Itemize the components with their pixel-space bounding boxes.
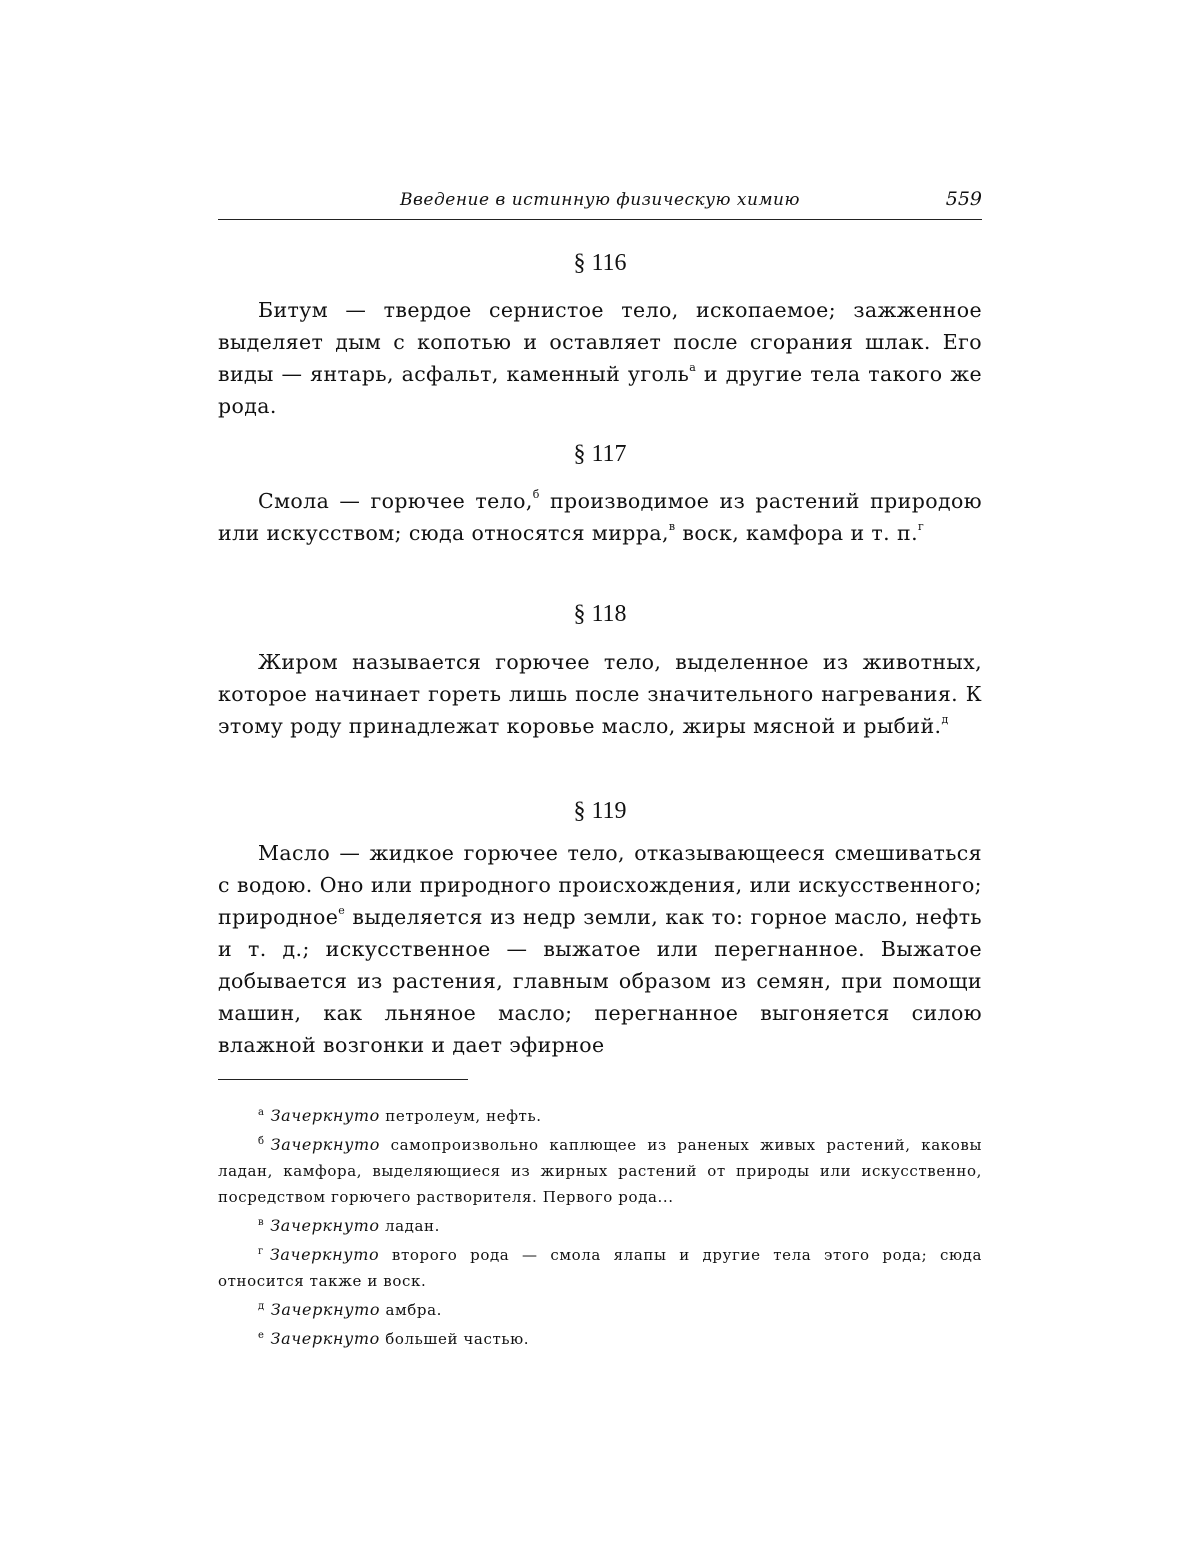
footnote-mark: д xyxy=(258,1301,265,1312)
page-number: 559 xyxy=(945,188,982,210)
footnotes xyxy=(218,1100,982,1352)
footnote-ref-d: д xyxy=(941,713,949,726)
section-heading-116: § 116 xyxy=(573,250,627,276)
footnote-text: второго рода — смола ялапы и другие тела этого рода; сюда относится также и воск. xyxy=(218,1246,982,1290)
paragraph-119 xyxy=(218,837,982,1061)
footnote-ref-g: г xyxy=(918,520,925,533)
footnote-mark: г xyxy=(258,1246,264,1257)
footnote-text: ладан. xyxy=(379,1217,440,1235)
footnote-ref-a: а xyxy=(689,361,697,374)
paragraph-116-text: Битум — твердое сернистое тело, ископаемое; зажженное выделяет дым с копотью и оставляет после сгорания шлак. Его виды — янтарь, асфальт, каменный уголь xyxy=(218,298,982,386)
footnote-d xyxy=(218,1294,982,1323)
paragraph-118-text: Жиром называется горючее тело, выделенное из животных, которое начинает гореть лишь после значительного нагревания. К этому роду принадлежат коровье масло, жиры мясной и рыбий. xyxy=(218,650,982,738)
paragraph-117-text: Смола — горючее тело, xyxy=(258,489,533,513)
paragraph-119-text: Масло — жидкое горючее тело, отказывающееся смешиваться с водою. Оно или природного происхождения, или искусственного; природное xyxy=(218,841,982,929)
footnote-e xyxy=(218,1323,982,1352)
footnote-mark: а xyxy=(258,1107,265,1118)
footnote-text: амбра. xyxy=(380,1301,443,1319)
footnote-mark: е xyxy=(258,1330,265,1341)
footnote-a xyxy=(218,1100,982,1129)
section-heading-119: § 119 xyxy=(573,798,627,824)
paragraph-119-text-end: выделяется из недр земли, как то: горное масло, нефть и т. д.; искусственное — выжатое или перегнанное. Выжатое добывается из растения, главным образом из семян, при помощи машин, как льняное масло; перегнанное выгоняется силою влажной возгонки и дает эфирное xyxy=(218,905,982,1057)
footnote-label: Зачеркнуто xyxy=(270,1216,380,1235)
footnote-text: самопроизвольно каплющее из раненых живых растений, каковы ладан, камфора, выделяющиеся из жирных растений от природы или искусственно, посредством горючего растворителя. Первого рода... xyxy=(218,1136,982,1206)
section-heading-118: § 118 xyxy=(573,601,627,627)
paragraph-116 xyxy=(218,294,982,422)
footnote-mark: б xyxy=(258,1136,265,1147)
section-heading-117: § 117 xyxy=(573,441,627,467)
footnote-text: петролеум, нефть. xyxy=(379,1107,542,1125)
paragraph-118 xyxy=(218,646,982,742)
footnote-rule xyxy=(218,1079,468,1080)
running-head xyxy=(218,188,982,218)
footnote-text: большей частью. xyxy=(379,1330,530,1348)
paragraph-117-text-mid: производимое из растений природою или искусством; сюда относятся мирра, xyxy=(218,489,983,545)
paragraph-117-text-end: воск, камфора и т. п. xyxy=(675,521,918,545)
footnote-ref-v: в xyxy=(668,520,676,533)
footnote-g xyxy=(218,1239,982,1294)
footnote-ref-e: е xyxy=(338,904,346,917)
footnote-v xyxy=(218,1210,982,1239)
footnote-label: Зачеркнуто xyxy=(270,1300,381,1319)
footnote-label: Зачеркнуто xyxy=(270,1329,380,1348)
footnote-mark: в xyxy=(258,1217,265,1228)
footnote-label: Зачеркнуто xyxy=(270,1106,380,1125)
paragraph-117 xyxy=(218,485,982,549)
running-title: Введение в истинную физическую химию xyxy=(400,190,800,210)
footnote-label: Зачеркнуто xyxy=(270,1135,380,1154)
footnote-label: Зачеркнуто xyxy=(269,1245,380,1264)
header-rule xyxy=(218,219,982,220)
footnote-b xyxy=(218,1129,982,1210)
paragraph-116-text-end: и другие тела такого же рода. xyxy=(218,362,982,418)
footnote-ref-b: б xyxy=(532,488,540,501)
